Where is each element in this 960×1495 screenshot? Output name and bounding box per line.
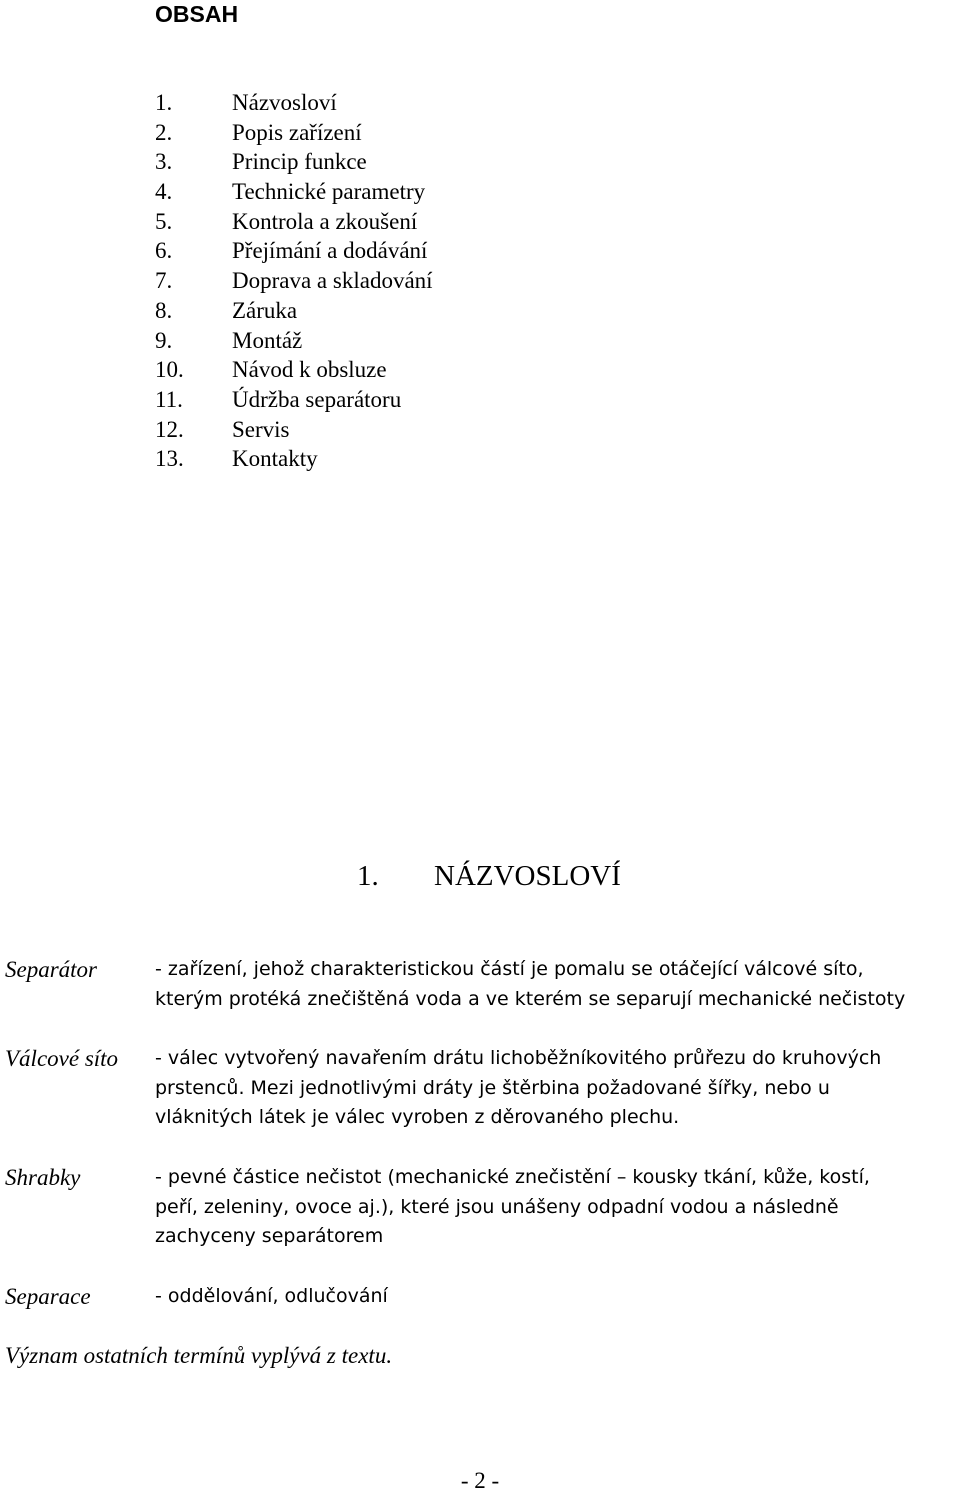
toc-item xyxy=(155,207,433,237)
toc-item-number: 10. xyxy=(155,357,184,383)
definition-line: - zařízení, jehož charakteristickou částí je pomalu se otáčející válcové síto, xyxy=(155,958,864,980)
definition-line: - válec vytvořený navařením drátu lichoběžníkovitého průřezu do kruhových xyxy=(155,1047,882,1069)
glossary-term-valcove-sito: Válcové síto xyxy=(5,1046,119,1071)
toc-item-label: Údržba separátoru xyxy=(232,386,402,412)
definition-line: peří, zeleniny, ovoce aj.), které jsou unášeny odpadní vodou a následně xyxy=(155,1195,839,1218)
toc-item-number: 2. xyxy=(155,119,173,145)
definition-line: vláknitých látek je válec vyroben z děrovaného plechu. xyxy=(155,1106,680,1129)
toc-item xyxy=(155,415,433,445)
toc-item xyxy=(155,385,433,415)
definition-line: zachyceny separátorem xyxy=(155,1225,384,1248)
toc-item-number: 12. xyxy=(155,416,184,442)
toc-item xyxy=(155,236,433,266)
definition-line: kterým protéká znečištěná voda a ve kterém se separují mechanické nečistoty xyxy=(155,987,906,1010)
toc-item-number: 5. xyxy=(155,208,173,234)
toc-item-label: Princip funkce xyxy=(232,149,367,175)
toc-item-label: Servis xyxy=(232,416,290,442)
glossary-definition-shrabky xyxy=(155,1163,955,1252)
toc-item xyxy=(155,147,433,177)
section-title: NÁZVOSLOVÍ xyxy=(434,860,621,892)
toc-item-label: Návod k obsluze xyxy=(232,357,387,383)
definition-line: - pevné částice nečistot (mechanické znečistění – kousky tkání, kůže, kostí, xyxy=(155,1166,870,1188)
toc-item-label: Názvosloví xyxy=(232,90,337,115)
toc-item-label: Technické parametry xyxy=(232,179,426,205)
toc-item xyxy=(155,177,433,207)
toc-item-label: Záruka xyxy=(232,297,298,323)
toc-item-label: Montáž xyxy=(232,327,303,353)
toc-item xyxy=(155,118,433,148)
toc-item xyxy=(155,88,433,118)
glossary-definition-valcove-sito xyxy=(155,1044,955,1133)
page-number: - 2 - xyxy=(460,1468,500,1493)
toc-item-label: Kontrola a zkoušení xyxy=(232,208,418,234)
section-number: 1. xyxy=(357,860,379,892)
toc-item xyxy=(155,355,433,385)
toc-item-number: 6. xyxy=(155,238,173,264)
glossary-term-separace: Separace xyxy=(5,1284,91,1309)
toc-item xyxy=(155,296,433,326)
toc-item xyxy=(155,444,433,474)
toc-item-number: 3. xyxy=(155,149,173,175)
toc-item-number: 11. xyxy=(155,386,183,412)
glossary-definition-separace xyxy=(155,1282,955,1312)
toc-item-label: Popis zařízení xyxy=(232,119,362,145)
toc-title: OBSAH xyxy=(155,1,239,27)
definition-line: prstenců. Mezi jednotlivými dráty je štěrbina požadované šířky, nebo u xyxy=(155,1076,830,1099)
toc-item-label: Kontakty xyxy=(232,446,318,472)
toc-item-number: 8. xyxy=(155,297,173,323)
toc-item-number: 1. xyxy=(155,90,173,115)
toc-item xyxy=(155,326,433,356)
toc-item-number: 7. xyxy=(155,268,173,294)
toc-list xyxy=(155,88,433,474)
toc-item-label: Doprava a skladování xyxy=(232,268,433,294)
definition-line: - oddělování, odlučování xyxy=(155,1285,388,1307)
glossary-term-separator: Separátor xyxy=(5,957,97,982)
toc-item xyxy=(155,266,433,296)
toc-item-label: Přejímání a dodávání xyxy=(232,238,428,264)
toc-item-number: 9. xyxy=(155,327,173,353)
glossary-note: Význam ostatních termínů vyplývá z textu. xyxy=(5,1343,393,1368)
toc-item-number: 13. xyxy=(155,446,184,472)
glossary-term-shrabky: Shrabky xyxy=(5,1165,81,1190)
section-heading xyxy=(357,858,621,894)
glossary-definition-separator xyxy=(155,955,955,1014)
toc-item-number: 4. xyxy=(155,179,173,205)
